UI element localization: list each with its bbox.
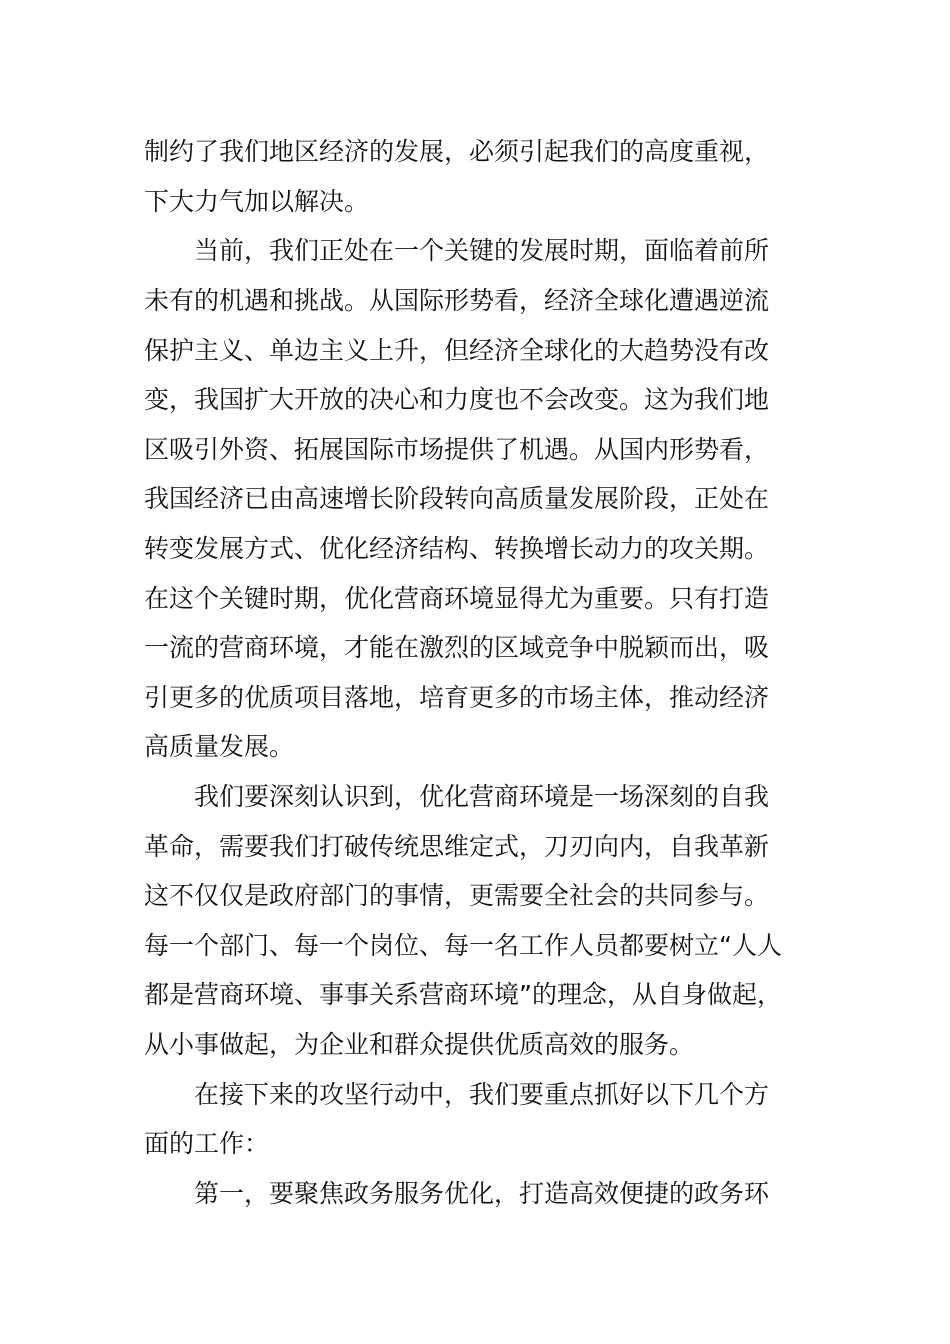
text-line: 下大力气加以解决。 (144, 187, 370, 216)
text-line: 转变发展方式、优化经济结构、转换增长动力的攻关期。 (144, 534, 770, 563)
paragraph-first-line: 我们要深刻认识到，优化营商环境是一场深刻的自我 (194, 782, 770, 811)
text-line: 都是营商环境、事事关系营商环境”的理念，从自身做起， (144, 980, 782, 1009)
text-line: 未有的机遇和挑战。从国际形势看，经济全球化遭遇逆流 (144, 286, 770, 315)
text-line: 面的工作： (144, 1129, 270, 1158)
text-line: 保护主义、单边主义上升，但经济全球化的大趋势没有改 (144, 336, 770, 365)
text-line: 革命，需要我们打破传统思维定式，刀刃向内，自我革新 (144, 832, 770, 861)
text-line: 从小事做起，为企业和群众提供优质高效的服务。 (144, 1030, 695, 1059)
text-line: 我国经济已由高速增长阶段转向高质量发展阶段，正处在 (144, 484, 770, 513)
text-line: 高质量发展。 (144, 732, 295, 761)
text-line: 一流的营商环境，才能在激烈的区域竞争中脱颖而出，吸 (144, 633, 770, 662)
text-line: 区吸引外资、拓展国际市场提供了机遇。从国内形势看， (144, 435, 770, 464)
text-line: 制约了我们地区经济的发展，必须引起我们的高度重视， (144, 137, 770, 166)
text-line: 变，我国扩大开放的决心和力度也不会改变。这为我们地 (144, 385, 770, 414)
text-line: 引更多的优质项目落地，培育更多的市场主体，推动经济 (144, 683, 770, 712)
paragraph-first-line: 第一，要聚焦政务服务优化，打造高效便捷的政务环 (194, 1179, 770, 1208)
paragraph-first-line: 在接下来的攻坚行动中，我们要重点抓好以下几个方 (194, 1080, 770, 1109)
text-line: 这不仅仅是政府部门的事情，更需要全社会的共同参与。 (144, 881, 770, 910)
paragraph-first-line: 当前，我们正处在一个关键的发展时期，面临着前所 (194, 236, 770, 265)
text-line: 在这个关键时期，优化营商环境显得尤为重要。只有打造 (144, 584, 770, 613)
text-line: 每一个部门、每一个岗位、每一名工作人员都要树立“人人 (144, 931, 782, 960)
